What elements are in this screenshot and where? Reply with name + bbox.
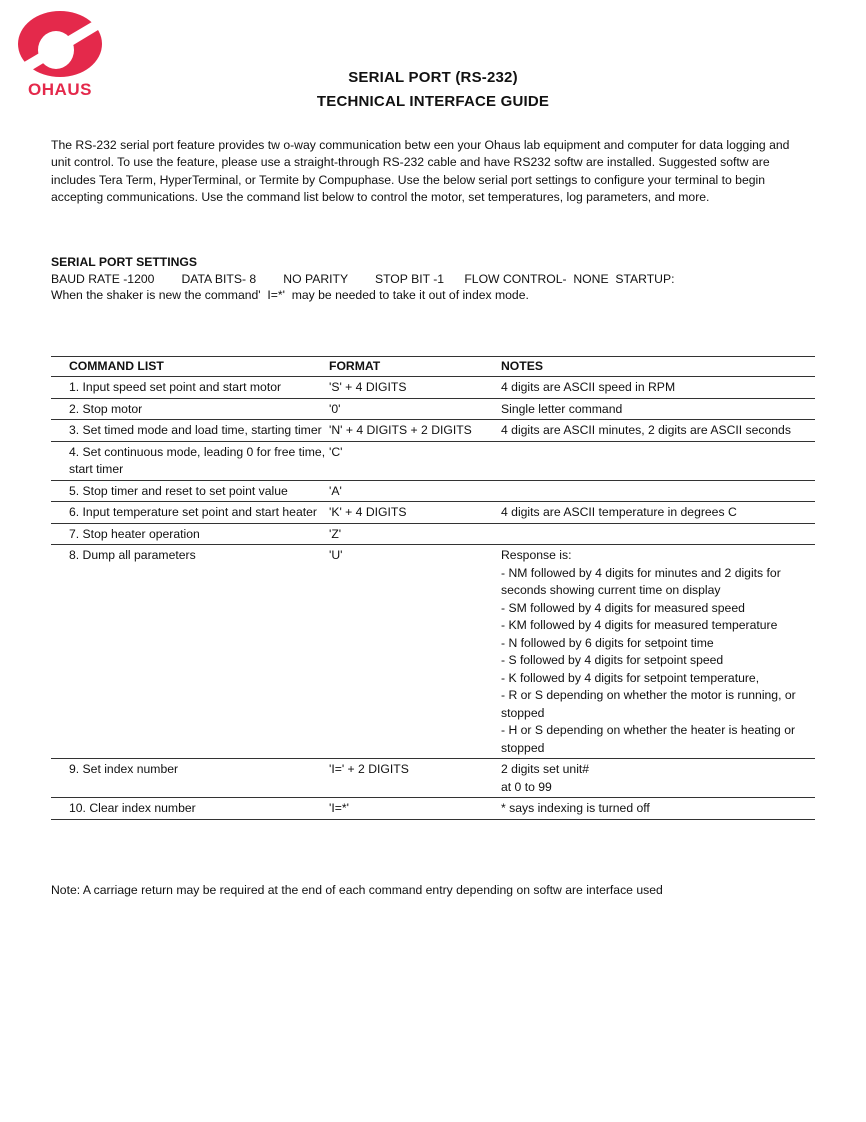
cell-notes [501,545,815,759]
cell-notes [501,759,815,798]
cell-notes [501,441,815,480]
table-row [51,798,815,820]
cell-command: 5. Stop timer and reset to set point value [51,480,329,502]
note-line: * says indexing is turned off [501,801,650,815]
cell-notes [501,502,815,524]
note-line: - KM followed by 4 digits for measured temperature [501,618,778,632]
cell-notes [501,523,815,545]
cell-format: 'I=*' [329,798,501,820]
cell-notes [501,398,815,420]
note-line: - N followed by 6 digits for setpoint time [501,635,714,650]
ohaus-logo [12,10,108,100]
cell-command: 6. Input temperature set point and start heater [51,502,329,524]
cell-notes [501,420,815,442]
note-line: Response is: [501,548,572,562]
cell-command: 4. Set continuous mode, leading 0 for free time, start timer [51,441,329,480]
note-line: 4 digits are ASCII minutes, 2 digits are ASCII seconds [501,423,791,437]
cell-notes [501,480,815,502]
note-line: at 0 to 99 [501,779,552,794]
cell-format: 'K' + 4 DIGITS [329,502,501,524]
cell-format: 'A' [329,480,501,502]
cell-format: 'Z' [329,523,501,545]
settings-heading: SERIAL PORT SETTINGS [51,255,198,269]
table-row [51,377,815,399]
cell-command: 3. Set timed mode and load time, starting timer [51,420,329,442]
cell-format: 'C' [329,441,501,480]
cell-format: 'I=' + 2 DIGITS [329,759,501,798]
cell-notes [501,798,815,820]
doc-title-line1: SERIAL PORT (RS-232) [348,69,518,86]
note-line: - NM followed by 4 digits for minutes and 2 digits for seconds showing current time on display [501,565,781,597]
cell-command: 2. Stop motor [51,398,329,420]
note-line: Single letter command [501,401,623,416]
cell-command: 1. Input speed set point and start motor [51,377,329,399]
settings-line-1: BAUD RATE -1200 DATA BITS- 8 NO PARITY STOP BIT -1 FLOW CONTROL- NONE STARTUP: [51,272,675,286]
cell-format: 'N' + 4 DIGITS + 2 DIGITS [329,420,501,442]
header-format: FORMAT [329,357,501,377]
note-line: - R or S depending on whether the motor is running, or stopped [501,688,796,720]
intro-paragraph: The RS-232 serial port feature provides tw o-way communication betw een your Ohaus lab equipment and computer for data logging and unit control. To use the feature, please use a straight-through RS-232 cable and have RS232 softw are installed. Suggested softw are includes Tera Term, HyperTerminal, or Termite by Compuphase. Use the below serial port settings to configure your terminal to begin accepting communications. Use the command list below to control the motor, set temperatures, log parameters, and more. [51,138,790,204]
cell-format: 'U' [329,545,501,759]
note-line: 4 digits are ASCII temperature in degrees C [501,505,737,519]
cell-command: 7. Stop heater operation [51,523,329,545]
table-row [51,480,815,502]
header-notes: NOTES [501,357,815,377]
cell-format: '0' [329,398,501,420]
table-row [51,420,815,442]
table-header-row [51,357,815,377]
note-line: - H or S depending on whether the heater is heating or stopped [501,723,796,755]
table-row [51,523,815,545]
header-command: COMMAND LIST [51,357,329,377]
cell-command: 9. Set index number [51,759,329,798]
cell-command: 8. Dump all parameters [51,545,329,759]
table-row [51,502,815,524]
table-row [51,441,815,480]
cell-format: 'S' + 4 DIGITS [329,377,501,399]
table-row [51,759,815,798]
note-line: - S followed by 4 digits for setpoint speed [501,653,724,667]
note-line: 4 digits are ASCII speed in RPM [501,380,676,394]
table-row [51,545,815,759]
ohaus-logo-text: OHAUS [28,80,92,99]
note-line: 2 digits set unit# [501,762,590,776]
settings-line-2: When the shaker is new the command' I=*' may be needed to take it out of index mode. [51,288,529,302]
note-line: - SM followed by 4 digits for measured speed [501,600,745,615]
command-table [51,356,815,820]
cell-notes [501,377,815,399]
cell-command: 10. Clear index number [51,798,329,820]
table-row [51,398,815,420]
note-line: - K followed by 4 digits for setpoint temperature, [501,670,760,685]
footnote: Note: A carriage return may be required at the end of each command entry depending on softw are interface used [51,883,663,897]
doc-title-line2: TECHNICAL INTERFACE GUIDE [316,93,550,110]
